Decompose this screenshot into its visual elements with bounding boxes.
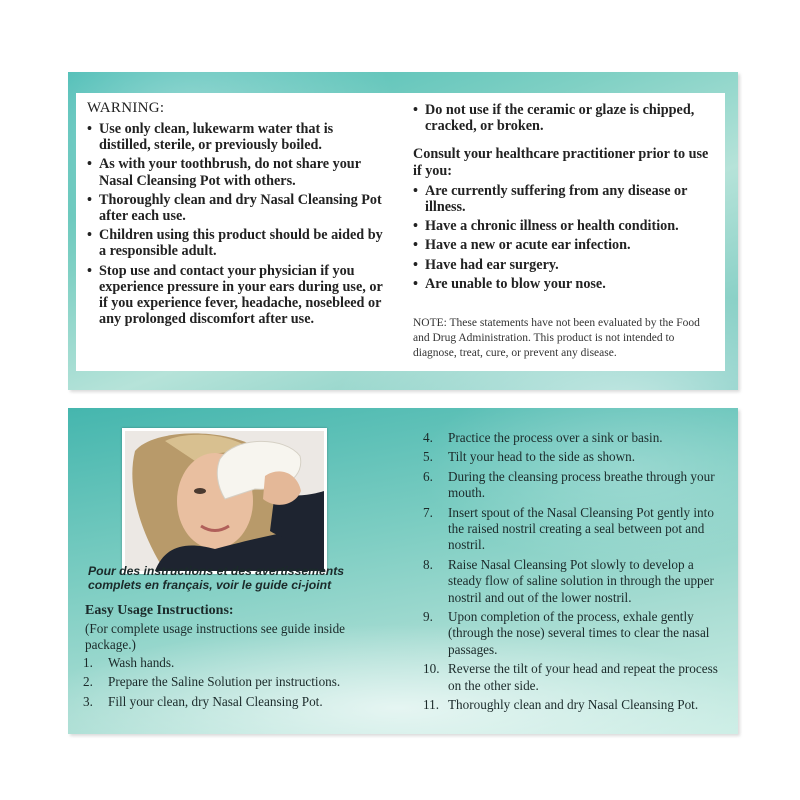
step-item	[423, 449, 728, 465]
step-item	[83, 674, 393, 690]
step-item	[83, 655, 393, 671]
step-text: Reverse the tilt of your head and repeat the process on the other side.	[448, 661, 718, 693]
step-item	[423, 469, 728, 502]
photo-illustration	[125, 431, 324, 571]
warning-box	[76, 93, 725, 371]
french-instructions-note: Pour des instructions et des avertissements complets en français, voir le guide ci-joint	[88, 564, 345, 592]
step-number: 1.	[83, 655, 93, 670]
fda-note: NOTE: These statements have not been evaluated by the Food and Drug Administration. This product is not intended to diagnose, treat, cure, or prevent any disease.	[413, 317, 700, 360]
steps-list-left	[83, 655, 393, 713]
warning-left-column	[87, 100, 387, 330]
warning-list	[87, 121, 387, 327]
warning-panel	[68, 72, 738, 390]
step-text: Practice the process over a sink or basin.	[448, 430, 663, 445]
woman-using-neti-pot-photo	[122, 428, 327, 574]
step-number: 7.	[423, 504, 433, 520]
instructions-title: Easy Usage Instructions:	[85, 603, 234, 618]
warning-item: • As with your toothbrush, do not share your Nasal Cleansing Pot with others.	[87, 156, 387, 188]
consult-item: • Have had ear surgery.	[413, 257, 713, 273]
instructions-panel	[68, 408, 738, 734]
step-text: Thoroughly clean and dry Nasal Cleansing Pot.	[448, 697, 699, 713]
step-number: 3.	[83, 693, 93, 709]
step-number: 9.	[423, 609, 433, 625]
step-text: Insert spout of the Nasal Cleansing Pot gently into the raised nostril creating a seal between pot and nostril.	[448, 504, 714, 553]
warning-title: WARNING:	[87, 100, 165, 116]
step-number: 8.	[423, 556, 433, 572]
steps-list-right	[423, 430, 728, 717]
consult-item: • Have a chronic illness or health condition.	[413, 218, 713, 234]
instructions-subtitle: (For complete usage instructions see guide inside package.)	[85, 621, 346, 652]
step-text: Wash hands.	[108, 655, 175, 670]
consult-list	[413, 183, 713, 292]
step-item	[423, 430, 728, 446]
consult-item: • Have a new or acute ear infection.	[413, 237, 713, 253]
step-text: During the cleansing process breathe through your mouth.	[448, 468, 715, 501]
step-text: Tilt your head to the side as shown.	[448, 449, 636, 465]
step-text: Prepare the Saline Solution per instructions.	[108, 674, 341, 690]
step-number: 6.	[423, 468, 433, 484]
step-number: 4.	[423, 430, 433, 445]
warning-item: • Use only clean, lukewarm water that is distilled, sterile, or previously boiled.	[87, 121, 387, 153]
step-item	[83, 694, 393, 710]
step-number: 2.	[83, 674, 93, 690]
warning-item: • Children using this product should be aided by a responsible adult.	[87, 227, 387, 259]
step-text: Raise Nasal Cleansing Pot slowly to develop a steady flow of saline solution in through the upper nostril and out of the lower nostril.	[448, 556, 714, 605]
step-text: Fill your clean, dry Nasal Cleansing Pot.	[108, 693, 323, 709]
warning-item: • Thoroughly clean and dry Nasal Cleansing Pot after each use.	[87, 192, 387, 224]
warning-item: • Do not use if the ceramic or glaze is chipped, cracked, or broken.	[413, 102, 713, 134]
consult-item: • Are unable to blow your nose.	[413, 276, 713, 292]
warning-right-column	[413, 102, 713, 361]
warning-item: • Stop use and contact your physician if you experience pressure in your ears during use, or if you experience fever, headache, nosebleed or any prolonged discomfort after use.	[87, 263, 387, 328]
step-number: 11.	[423, 697, 439, 713]
consult-item: • Are currently suffering from any disease or illness.	[413, 183, 713, 215]
step-item	[423, 609, 728, 658]
step-number: 5.	[423, 449, 433, 465]
warning-list-right	[413, 102, 713, 134]
consult-heading: Consult your healthcare practitioner prior to use if you:	[413, 146, 709, 179]
step-text: Upon completion of the process, exhale gently (through the nose) several times to clear the nasal passages.	[448, 609, 710, 657]
step-item	[423, 557, 728, 606]
step-item	[423, 505, 728, 554]
step-number: 10.	[423, 661, 440, 677]
step-item	[423, 661, 728, 694]
step-item	[423, 697, 728, 713]
